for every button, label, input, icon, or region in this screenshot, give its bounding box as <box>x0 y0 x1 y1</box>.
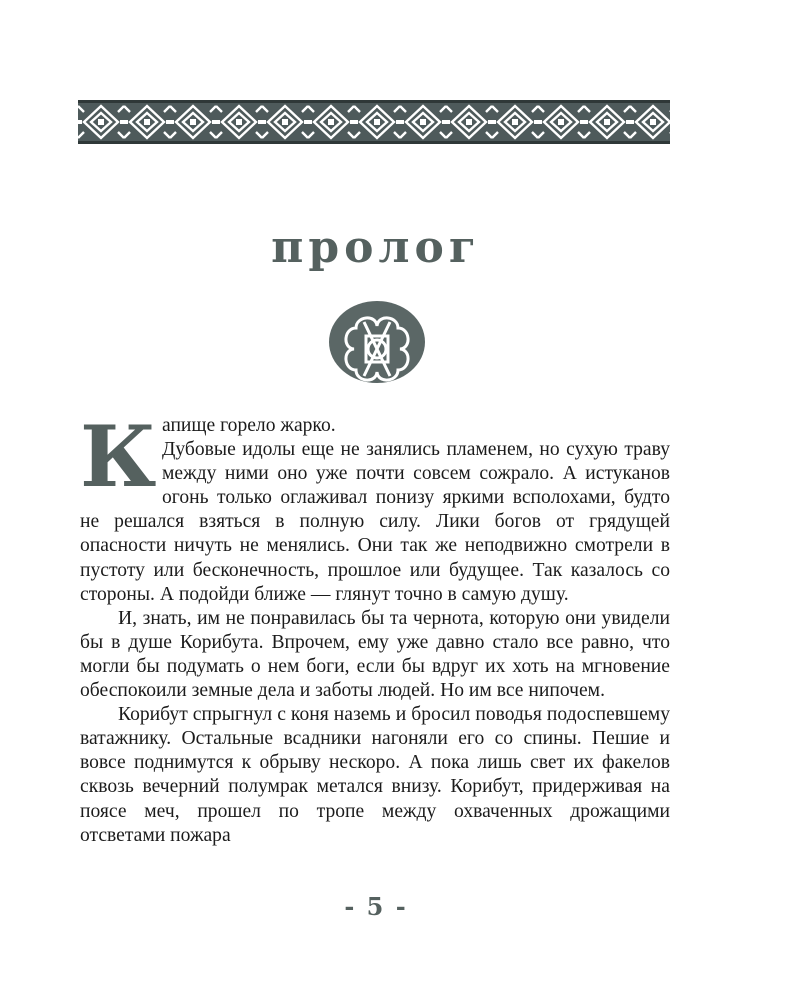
paragraph: Корибут спрыгнул с коня наземь и бросил поводья подоспевшему ватажнику. Остальные всадники нагоняли его со спины. Пешие и вовсе поднимутся к обрыву нескоро. А пока лишь свет их факелов сквозь вечерний полумрак метался внизу. Корибут, придерживая на поясе меч, прошел по тропе между охваченных дрожащими отсветами пожара <box>80 704 670 846</box>
drop-cap: К <box>80 407 157 506</box>
page-number: - 5 - <box>344 892 408 921</box>
paragraph: Дубовые идолы еще не занялись пламенем, но сухую траву между ними оно уже почти совсем сожрало. А истуканов огонь только оглаживал понизу яркими всполохами, будто не решался взяться в полную силу. Лики богов от грядущей опасности ничуть не менялись. Они так же неподвижно смотрели в пустоту или бесконечность, прошлое или будущее. Так казалось со стороны. А подойди ближе — глянут точно в самую душу. <box>80 439 670 605</box>
opening-line: апище горело жарко. <box>162 415 336 436</box>
chapter-title: пролог <box>271 222 481 273</box>
celtic-knot-icon <box>328 300 426 384</box>
paragraph: И, знать, им не понравилась бы та чернота, которую они увидели бы в душе Корибута. Впрочем, ему уже давно стало все равно, что могли бы подумать о нем боги, если бы вдруг их хоть на мгновение обеспокоили земные дела и заботы людей. Но им все нипочем. <box>80 607 670 702</box>
ornament-pattern <box>78 103 670 141</box>
ornament-band <box>78 100 670 144</box>
prose-text <box>80 407 670 848</box>
